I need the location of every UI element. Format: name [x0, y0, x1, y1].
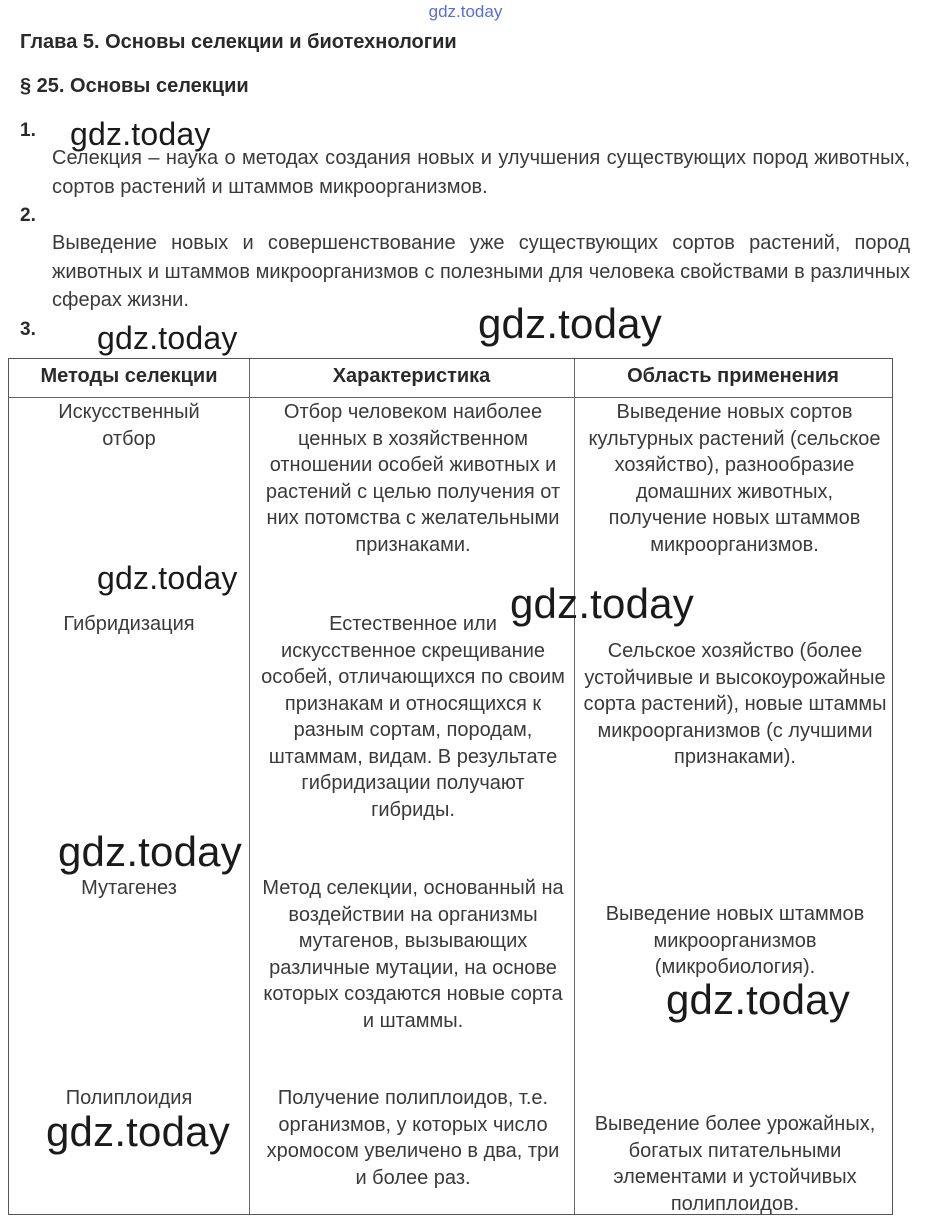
- watermark: gdz.today: [97, 560, 238, 596]
- section-title: § 25. Основы селекции: [20, 75, 249, 97]
- table-cell-characteristic: Отбор человеком наиболее ценных в хозяйственном отношении особей животных и растений с целью получения от них потомства с желательными признаками.: [265, 401, 561, 556]
- watermark: gdz.today: [97, 320, 238, 356]
- table-header-characteristic: Характеристика: [332, 365, 491, 387]
- watermark: gdz.today: [478, 300, 662, 347]
- table-cell-method: Мутагенез: [81, 877, 177, 899]
- table-cell-method: Гибридизация: [63, 613, 195, 635]
- table-cell-method: Искусственный отбор: [58, 401, 200, 450]
- table-header-divider: [9, 397, 892, 398]
- answer-number: 3.: [20, 319, 36, 340]
- watermark: gdz.today: [46, 1108, 230, 1155]
- site-watermark-top: gdz.today: [428, 2, 503, 21]
- table-cell-application: Сельское хозяйство (более устойчивые и высокоурожайные сорта растений), новые штаммы микроорганизмов (с лучшими признаками).: [583, 640, 887, 768]
- table-cell-application: Выведение новых штаммов микроорганизмов (микробиология).: [605, 903, 865, 978]
- table-cell-characteristic: Естественное или искусственное скрещивание особей, отличающихся по своим признакам и относящихся к разным сортам, породам, штаммам, видам. В результате гибридизации получают гибриды.: [261, 613, 565, 821]
- answer-number: 2.: [20, 205, 36, 226]
- answer-text: Селекция – наука о методах создания новых и улучшения существующих пород животных, сортов растений и штаммов микроорганизмов.: [52, 147, 910, 198]
- watermark: gdz.today: [666, 976, 850, 1023]
- answer-text: Выведение новых и совершенствование уже существующих сортов растений, пород животных и штаммов микроорганизмов с полезными для человека свойствами в различных сферах жизни.: [52, 232, 910, 311]
- table-cell-method: Полиплоидия: [65, 1087, 193, 1109]
- table-cell-application: Выведение новых сортов культурных растений (сельское хозяйство), разнообразие домашних животных, получение новых штаммов микроорганизмов.: [588, 401, 881, 556]
- chapter-title: Глава 5. Основы селекции и биотехнологии: [20, 31, 457, 53]
- answer-number: 1.: [20, 120, 36, 141]
- watermark: gdz.today: [70, 116, 211, 152]
- watermark: gdz.today: [510, 580, 694, 627]
- table-divider: [574, 359, 575, 1214]
- table-cell-application: Выведение более урожайных, богатых питательными элементами и устойчивых полиплоидов.: [594, 1113, 876, 1215]
- selection-methods-table: [8, 358, 893, 1215]
- table-divider: [249, 359, 250, 1214]
- table-cell-characteristic: Получение полиплоидов, т.е. организмов, у которых число хромосом увеличено в два, три и более раз.: [266, 1087, 560, 1189]
- table-header-methods: Методы селекции: [40, 365, 218, 387]
- table-cell-characteristic: Метод селекции, основанный на воздействии на организмы мутагенов, вызывающих различные мутации, на основе которых создаются новые сорта и штаммы.: [262, 877, 564, 1032]
- watermark: gdz.today: [58, 828, 242, 875]
- table-header-application: Область применения: [627, 365, 839, 387]
